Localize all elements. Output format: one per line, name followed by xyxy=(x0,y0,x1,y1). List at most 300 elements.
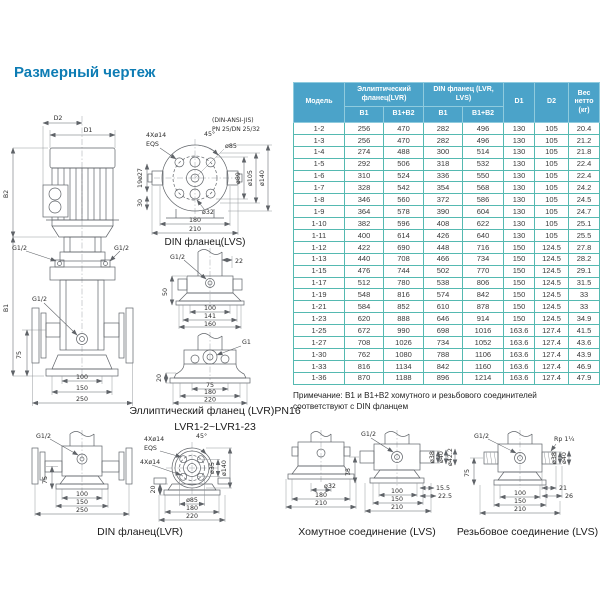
dim-label-150: 150 xyxy=(513,498,527,505)
table-cell: 124.5 xyxy=(535,277,569,289)
table-row xyxy=(294,348,600,360)
table-cell: 300 xyxy=(424,146,463,158)
table-cell: 716 xyxy=(463,241,504,253)
table-cell: 150 xyxy=(504,265,535,277)
table-cell: 130 xyxy=(504,182,535,194)
dim-label-150: 150 xyxy=(75,385,89,392)
table-row xyxy=(294,194,600,206)
dim-label-26: 26 xyxy=(565,493,574,500)
table-cell: 328 xyxy=(345,182,384,194)
table-cell: 105 xyxy=(535,158,569,170)
base-side-a-drawing xyxy=(148,246,293,328)
dim-label-d2: D2 xyxy=(53,115,63,122)
table-cell: 364 xyxy=(345,206,384,218)
table-cell: 1-10 xyxy=(294,218,345,230)
standard-label-2: PN 25/DN 25/32 xyxy=(212,126,260,133)
table-cell: 130 xyxy=(504,158,535,170)
clamp-outline xyxy=(286,430,455,513)
table-cell: 542 xyxy=(384,182,424,194)
dim-label-75: 75 xyxy=(464,468,471,478)
table-cell: 496 xyxy=(463,134,504,146)
table-cell: 538 xyxy=(424,277,463,289)
table-cell: 1080 xyxy=(384,348,424,360)
table-cell: 888 xyxy=(384,313,424,325)
dim-label-21: 21 xyxy=(559,485,568,492)
table-cell: 24.2 xyxy=(569,182,600,194)
dim-label-19o27: 19ø27 xyxy=(137,168,144,188)
dim-label-210: 210 xyxy=(513,506,527,513)
table-cell: 382 xyxy=(345,218,384,230)
table-cell: 610 xyxy=(424,301,463,313)
table-cell: 512 xyxy=(345,277,384,289)
table-cell: 532 xyxy=(463,158,504,170)
table-cell: 1-13 xyxy=(294,253,345,265)
dim-label-250: 250 xyxy=(75,396,89,403)
dim-label-100: 100 xyxy=(75,374,89,381)
page-title: Размерный чертеж xyxy=(14,64,156,81)
table-cell: 672 xyxy=(345,325,384,337)
dim-label-180: 180 xyxy=(314,492,328,499)
col-header-b1b2-din: B1+B2 xyxy=(463,107,504,123)
thread-size-label: Rp 1¼ xyxy=(554,436,575,443)
dim-label-220: 220 xyxy=(203,396,217,404)
table-cell: 34.9 xyxy=(569,313,600,325)
port-label-g12-left: G1/2 xyxy=(12,245,28,252)
table-cell: 124.5 xyxy=(535,265,569,277)
table-cell: 1-3 xyxy=(294,134,345,146)
table-cell: 690 xyxy=(384,241,424,253)
dim-label-210: 210 xyxy=(188,226,202,233)
table-row xyxy=(294,277,600,289)
col-header-b1b2-elliptic: B1+B2 xyxy=(384,107,424,123)
table-cell: 400 xyxy=(345,230,384,242)
dim-label-o89: ø89 xyxy=(235,172,242,184)
table-cell: 1-2 xyxy=(294,123,345,135)
table-cell: 1052 xyxy=(463,337,504,349)
port-label-g12: G1/2 xyxy=(36,433,52,440)
pump-front-drawing xyxy=(0,110,145,406)
table-cell: 470 xyxy=(384,134,424,146)
dimensions-table xyxy=(293,82,600,385)
table-row xyxy=(294,134,600,146)
table-cell: 770 xyxy=(463,265,504,277)
table-cell: 354 xyxy=(424,182,463,194)
note-line1: Примечание: B1 и B1+B2 хомутного и резьбового соединителей xyxy=(293,391,537,400)
dim-label-o85: ø85 xyxy=(186,497,198,504)
table-cell: 1-27 xyxy=(294,337,345,349)
bolt-holes-label-top: 4Xø14 xyxy=(144,436,165,443)
table-cell: 586 xyxy=(463,194,504,206)
dim-label-100: 100 xyxy=(75,491,89,498)
dim-label-100: 100 xyxy=(203,305,217,312)
table-row xyxy=(294,146,600,158)
table-cell: 130 xyxy=(504,170,535,182)
table-cell: 640 xyxy=(463,230,504,242)
dim-label-o40: ø40 xyxy=(438,451,445,463)
dim-label-50: 50 xyxy=(162,287,169,297)
table-cell: 105 xyxy=(535,134,569,146)
table-cell: 1026 xyxy=(384,337,424,349)
table-cell: 734 xyxy=(463,253,504,265)
dim-label-o140: ø140 xyxy=(221,460,228,476)
table-row xyxy=(294,182,600,194)
dim-label-o140: ø140 xyxy=(259,170,266,186)
table-cell: 150 xyxy=(504,313,535,325)
table-cell: 744 xyxy=(384,265,424,277)
table-cell: 1160 xyxy=(463,360,504,372)
table-cell: 614 xyxy=(384,230,424,242)
dim-label-20: 20 xyxy=(156,373,163,383)
flange-lvs-drawing xyxy=(138,112,293,238)
table-row xyxy=(294,123,600,135)
table-cell: 105 xyxy=(535,194,569,206)
dim-label-o85: ø85 xyxy=(225,143,237,150)
table-cell: 390 xyxy=(424,206,463,218)
table-cell: 560 xyxy=(384,194,424,206)
col-header-b1-din: B1 xyxy=(424,107,463,123)
table-cell: 990 xyxy=(384,325,424,337)
table-cell: 842 xyxy=(463,289,504,301)
dim-label-22-5: 22.5 xyxy=(438,493,453,500)
dim-label-15-5: 15.5 xyxy=(436,485,451,492)
table-cell: 163.6 xyxy=(504,360,535,372)
table-cell: 1134 xyxy=(384,360,424,372)
table-cell: 1214 xyxy=(463,372,504,384)
table-cell: 448 xyxy=(424,241,463,253)
table-cell: 105 xyxy=(535,170,569,182)
table-cell: 422 xyxy=(345,241,384,253)
table-cell: 914 xyxy=(463,313,504,325)
dim-label-o40: ø40 xyxy=(561,452,568,464)
table-cell: 1-21 xyxy=(294,301,345,313)
table-row xyxy=(294,372,600,384)
table-cell: 470 xyxy=(384,123,424,135)
dim-label-b2: B2 xyxy=(3,189,10,199)
table-cell: 1-7 xyxy=(294,182,345,194)
table-cell: 33 xyxy=(569,289,600,301)
dim-label-100: 100 xyxy=(513,490,527,497)
table-cell: 502 xyxy=(424,265,463,277)
dim-label-o42: ø42.2 xyxy=(447,448,454,466)
dim-label-d1: D1 xyxy=(83,127,93,134)
table-cell: 878 xyxy=(463,301,504,313)
table-cell: 466 xyxy=(424,253,463,265)
table-row xyxy=(294,218,600,230)
table-row xyxy=(294,265,600,277)
flange-lvr-drawing xyxy=(140,428,282,526)
dim-label-75: 75 xyxy=(205,382,215,389)
table-cell: 163.6 xyxy=(504,337,535,349)
table-cell: 22.4 xyxy=(569,170,600,182)
table-cell: 22.4 xyxy=(569,158,600,170)
table-row xyxy=(294,360,600,372)
table-cell: 896 xyxy=(424,372,463,384)
table-cell: 127.4 xyxy=(535,372,569,384)
angle-label: 45° xyxy=(204,131,216,138)
port-label-g12-center: G1/2 xyxy=(32,296,48,303)
table-cell: 41.5 xyxy=(569,325,600,337)
table-cell: 816 xyxy=(384,289,424,301)
dim-label-o32: ø32 xyxy=(202,209,214,216)
col-header-d1: D1 xyxy=(504,83,535,123)
table-cell: 29.1 xyxy=(569,265,600,277)
table-cell: 124.5 xyxy=(535,313,569,325)
table-cell: 28.2 xyxy=(569,253,600,265)
table-cell: 596 xyxy=(384,218,424,230)
table-cell: 46.9 xyxy=(569,360,600,372)
dim-label-20: 20 xyxy=(150,485,157,494)
table-cell: 816 xyxy=(345,360,384,372)
dim-label-220: 220 xyxy=(185,513,199,520)
table-row xyxy=(294,206,600,218)
table-cell: 25.5 xyxy=(569,230,600,242)
port-label-g12: G1/2 xyxy=(361,431,377,438)
table-cell: 1-11 xyxy=(294,230,345,242)
table-cell: 105 xyxy=(535,182,569,194)
dim-label-150: 150 xyxy=(390,496,404,503)
dim-label-o38: ø38 xyxy=(429,451,436,463)
table-cell: 124.5 xyxy=(535,301,569,313)
table-cell: 130 xyxy=(504,123,535,135)
dim-label-210: 210 xyxy=(390,504,404,511)
base-side-b-drawing xyxy=(148,330,293,406)
eqs-label: EQS xyxy=(146,141,159,148)
table-cell: 21.2 xyxy=(569,134,600,146)
table-cell: 256 xyxy=(345,134,384,146)
caption-flange-lvr: DIN фланец(LVR) xyxy=(97,526,183,538)
table-cell: 620 xyxy=(345,313,384,325)
note-line2: соответствуют с DIN фланцем xyxy=(293,402,409,412)
table-cell: 282 xyxy=(424,123,463,135)
dim-label-o105: ø105 xyxy=(247,170,254,186)
table-cell: 506 xyxy=(384,158,424,170)
table-cell: 1-12 xyxy=(294,241,345,253)
eqs-label: EQS xyxy=(144,445,157,452)
table-cell: 496 xyxy=(463,123,504,135)
table-cell: 127.4 xyxy=(535,337,569,349)
table-cell: 346 xyxy=(345,194,384,206)
standard-label-1: (DIN-ANSI-JIS) xyxy=(212,117,254,124)
table-cell: 604 xyxy=(463,206,504,218)
table-cell: 150 xyxy=(504,253,535,265)
table-cell: 31.5 xyxy=(569,277,600,289)
dim-label-210-front: 210 xyxy=(314,500,328,507)
table-cell: 25.1 xyxy=(569,218,600,230)
table-cell: 440 xyxy=(345,253,384,265)
dim-label-150: 150 xyxy=(75,499,89,506)
table-row xyxy=(294,337,600,349)
table-cell: 622 xyxy=(463,218,504,230)
table-row xyxy=(294,230,600,242)
table-cell: 852 xyxy=(384,301,424,313)
table-cell: 130 xyxy=(504,230,535,242)
table-cell: 426 xyxy=(424,230,463,242)
col-header-elliptic: Эллиптический фланец(LVR) xyxy=(345,83,424,107)
table-cell: 698 xyxy=(424,325,463,337)
thread-drawing xyxy=(458,428,600,524)
table-cell: 130 xyxy=(504,218,535,230)
table-cell: 105 xyxy=(535,123,569,135)
table-row xyxy=(294,253,600,265)
port-label-g12-right: G1/2 xyxy=(114,245,130,252)
table-row xyxy=(294,170,600,182)
table-row xyxy=(294,313,600,325)
dim-label-180: 180 xyxy=(185,505,199,512)
dim-label-250: 250 xyxy=(75,507,89,514)
table-cell: 408 xyxy=(424,218,463,230)
table-cell: 27.8 xyxy=(569,241,600,253)
dim-label-180: 180 xyxy=(203,389,217,396)
table-cell: 105 xyxy=(535,230,569,242)
table-cell: 578 xyxy=(384,206,424,218)
table-cell: 1-6 xyxy=(294,170,345,182)
pump-front-outline xyxy=(13,116,133,406)
table-cell: 574 xyxy=(424,289,463,301)
dim-label-100: 100 xyxy=(390,488,404,495)
table-cell: 584 xyxy=(345,301,384,313)
table-cell: 105 xyxy=(535,218,569,230)
table-cell: 130 xyxy=(504,194,535,206)
table-cell: 105 xyxy=(535,146,569,158)
caption-elliptic-line2: LVR1-2~LVR1-23 xyxy=(174,420,256,433)
dim-label-30: 30 xyxy=(137,198,144,208)
table-cell: 1-5 xyxy=(294,158,345,170)
table-cell: 788 xyxy=(424,348,463,360)
caption-elliptic-line1: Эллиптический фланец (LVR)PN16 xyxy=(129,405,301,417)
table-cell: 127.4 xyxy=(535,360,569,372)
port-label-g12: G1/2 xyxy=(170,254,186,261)
clamp-drawing xyxy=(283,428,457,524)
table-row xyxy=(294,241,600,253)
table-cell: 646 xyxy=(424,313,463,325)
table-cell: 1-19 xyxy=(294,289,345,301)
table-body xyxy=(294,123,600,385)
table-cell: 21.8 xyxy=(569,146,600,158)
dim-label-75: 75 xyxy=(42,475,49,485)
table-cell: 1-9 xyxy=(294,206,345,218)
table-cell: 1-30 xyxy=(294,348,345,360)
table-cell: 318 xyxy=(424,158,463,170)
table-cell: 163.6 xyxy=(504,325,535,337)
table-row xyxy=(294,325,600,337)
dim-label-75: 75 xyxy=(16,350,23,360)
table-cell: 105 xyxy=(535,206,569,218)
table-cell: 568 xyxy=(463,182,504,194)
table-cell: 127.4 xyxy=(535,325,569,337)
port-label-g1: G1 xyxy=(242,339,251,346)
table-cell: 1016 xyxy=(463,325,504,337)
table-cell: 524 xyxy=(384,170,424,182)
table-row xyxy=(294,158,600,170)
angle-label: 45° xyxy=(196,433,208,440)
table-cell: 130 xyxy=(504,134,535,146)
table-cell: 124.5 xyxy=(535,289,569,301)
table-cell: 130 xyxy=(504,146,535,158)
dim-label-b1: B1 xyxy=(3,303,10,313)
table-cell: 1188 xyxy=(384,372,424,384)
table-cell: 43.6 xyxy=(569,337,600,349)
table-row xyxy=(294,289,600,301)
table-cell: 514 xyxy=(463,146,504,158)
table-cell: 1-36 xyxy=(294,372,345,384)
table-cell: 20.4 xyxy=(569,123,600,135)
caption-thread: Резьбовое соединение (LVS) xyxy=(456,526,599,538)
flange-lvs-outline xyxy=(147,139,272,235)
note xyxy=(293,390,595,412)
table-cell: 488 xyxy=(384,146,424,158)
table-cell: 1-15 xyxy=(294,265,345,277)
table-cell: 1-33 xyxy=(294,360,345,372)
table-cell: 310 xyxy=(345,170,384,182)
table-cell: 1-17 xyxy=(294,277,345,289)
table-cell: 150 xyxy=(504,301,535,313)
caption-clamp: Хомутное соединение (LVS) xyxy=(298,526,436,538)
table-cell: 292 xyxy=(345,158,384,170)
table-cell: 274 xyxy=(345,146,384,158)
col-header-model: Модель xyxy=(294,83,345,123)
bolt-holes-label: 4Xø14 xyxy=(146,132,167,139)
table-cell: 708 xyxy=(384,253,424,265)
col-header-weight: Вес нетто (кг) xyxy=(569,83,600,123)
table-cell: 24.5 xyxy=(569,194,600,206)
table-cell: 150 xyxy=(504,241,535,253)
pump-side-drawing xyxy=(16,428,154,522)
dim-label-141: 141 xyxy=(203,313,217,320)
table-cell: 282 xyxy=(424,134,463,146)
table-cell: 24.7 xyxy=(569,206,600,218)
table-cell: 256 xyxy=(345,123,384,135)
table-cell: 1106 xyxy=(463,348,504,360)
dim-label-180: 180 xyxy=(188,217,202,224)
table-cell: 708 xyxy=(345,337,384,349)
bolt-holes-label-left: 4Xø14 xyxy=(140,459,161,466)
dim-label-75: 75 xyxy=(345,467,352,477)
table-cell: 806 xyxy=(463,277,504,289)
table-cell: 130 xyxy=(504,206,535,218)
table-cell: 780 xyxy=(384,277,424,289)
table-cell: 124.5 xyxy=(535,241,569,253)
table-cell: 1-8 xyxy=(294,194,345,206)
dim-label-o38: ø38 xyxy=(551,452,558,464)
table-cell: 1-23 xyxy=(294,313,345,325)
dim-label-o35: ø35 xyxy=(209,462,216,474)
table-cell: 476 xyxy=(345,265,384,277)
table-cell: 372 xyxy=(424,194,463,206)
table-cell: 33 xyxy=(569,301,600,313)
caption-flange-lvs: DIN фланец(LVS) xyxy=(164,237,246,248)
table-cell: 870 xyxy=(345,372,384,384)
table-cell: 150 xyxy=(504,289,535,301)
table-row xyxy=(294,301,600,313)
table-cell: 336 xyxy=(424,170,463,182)
table-cell: 1-25 xyxy=(294,325,345,337)
table-cell: 127.4 xyxy=(535,348,569,360)
port-label-g12: G1/2 xyxy=(474,433,490,440)
table-cell: 124.5 xyxy=(535,253,569,265)
dim-label-o32: ø32 xyxy=(324,483,336,490)
col-header-din: DIN фланец (LVR, LVS) xyxy=(424,83,504,107)
col-header-b1-elliptic: B1 xyxy=(345,107,384,123)
table-cell: 762 xyxy=(345,348,384,360)
table-cell: 550 xyxy=(463,170,504,182)
table-cell: 150 xyxy=(504,277,535,289)
table-cell: 163.6 xyxy=(504,372,535,384)
table-cell: 842 xyxy=(424,360,463,372)
table-cell: 1-4 xyxy=(294,146,345,158)
table-cell: 734 xyxy=(424,337,463,349)
table-cell: 548 xyxy=(345,289,384,301)
dim-label-22: 22 xyxy=(235,258,244,265)
